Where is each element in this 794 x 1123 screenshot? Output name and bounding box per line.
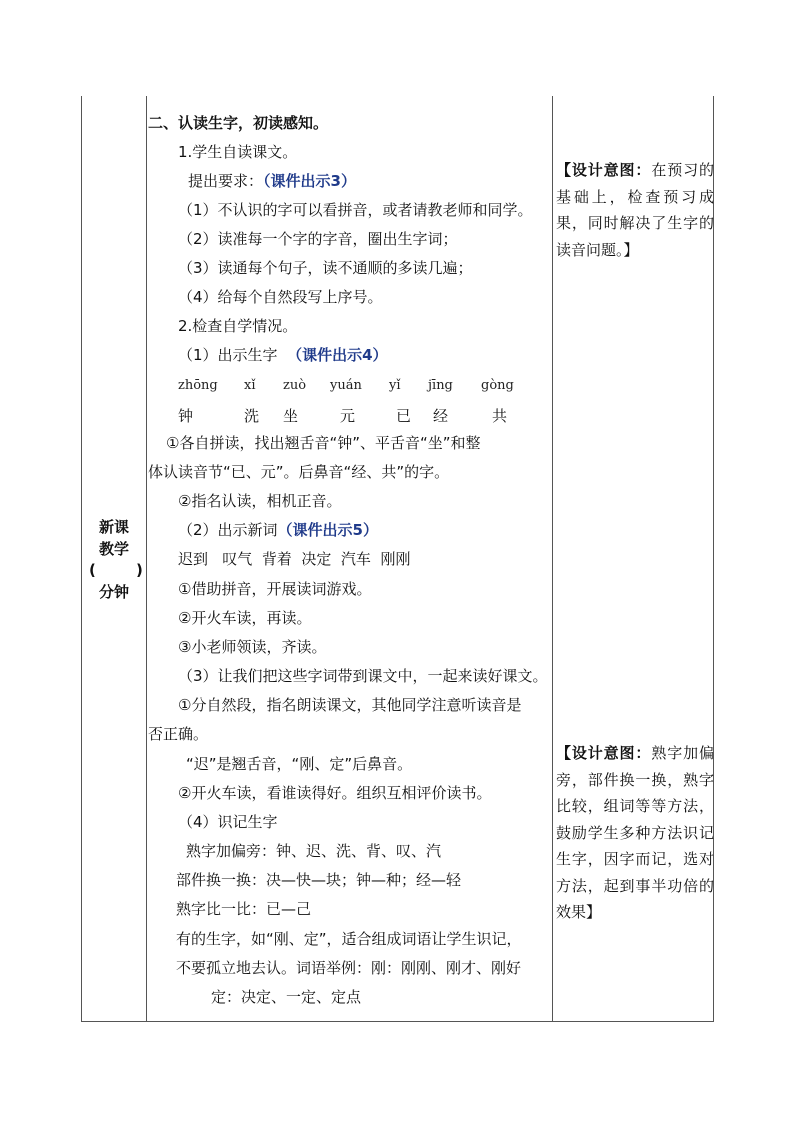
courseware-note-4: （课件出示4） (287, 346, 388, 364)
section-label-minutes: 分钟 (98, 583, 129, 601)
design-intent-label-1: 【设计意图： (556, 161, 652, 179)
courseware-note-5: （课件出示5） (277, 521, 378, 539)
section-heading: 二、认读生字，初读感知。 (148, 114, 329, 132)
line-memorize-heading: （4）识记生字 (178, 813, 278, 831)
line-self-read: 1.学生自读课文。 (178, 143, 298, 161)
char-zhong: 钟 (178, 407, 194, 425)
line-show-characters (178, 346, 388, 364)
char-gong: 共 (492, 407, 508, 425)
table-divider-2 (552, 96, 553, 1022)
line-paragraph-read-1: ①分自然段，指名朗读课文，其他同学注意听读音是 (178, 696, 522, 714)
table-bottom-border (81, 1021, 714, 1022)
line-words-1: 有的生字，如“刚、定”，适合组成词语让学生识记， (176, 930, 522, 948)
section-label-line1: 新课 (98, 518, 129, 536)
line-show-words (178, 521, 378, 539)
pinyin-yi: yǐ (389, 378, 401, 393)
pinyin-xi: xǐ (244, 378, 256, 393)
requirement-1: （1）不认识的字可以看拼音，或者请教老师和同学。 (178, 201, 533, 219)
design-intent-text-1: 在预习的基础上，检查预习成果，同时解决了生字的读音问题。】 (556, 161, 714, 259)
line-read-text: （3）让我们把这些字词带到课文中，一起来读好课文。 (178, 667, 548, 685)
requirement-4: （4）给每个自然段写上序号。 (178, 288, 383, 306)
requirements-label: 提出要求： (188, 172, 264, 190)
line-swap-parts: 部件换一换：决—快—块；钟—种；经—轻 (176, 871, 462, 889)
char-zuo: 坐 (283, 407, 299, 425)
line-words-3: 定：决定、一定、定点 (211, 988, 362, 1006)
line-spell-2: 体认读音节“已、元”。后鼻音“经、共”的字。 (148, 463, 450, 481)
design-intent-note-1 (556, 157, 714, 263)
line-little-teacher: ③小老师领读，齐读。 (178, 638, 327, 656)
line-words-2: 不要孤立地去认。词语举例：刚：刚刚、刚才、刚好 (176, 959, 522, 977)
line-requirements (188, 172, 356, 190)
char-jing: 经 (433, 407, 449, 425)
design-intent-label-2: 【设计意图： (556, 744, 652, 762)
line-train-read: ②开火车读，再读。 (178, 609, 312, 627)
line-compare: 熟字比一比：已—己 (176, 900, 312, 918)
design-intent-text-2: 熟字加偏旁，部件换一换，熟字比较，组词等等方法，鼓励学生多种方法识记生字，因字而记，选对方法，起到事半功倍的效果】 (556, 744, 714, 921)
courseware-note-3: （课件出示3） (263, 172, 356, 190)
pinyin-yuan: yuán (330, 378, 362, 393)
char-yuan: 元 (340, 407, 356, 425)
table-divider-1 (146, 96, 147, 1022)
line-train-evaluate: ②开火车读，看谁读得好。组织互相评价读书。 (178, 784, 492, 802)
paren-close: ) (136, 561, 143, 579)
line-word-list: 迟到 叹气 背着 决定 汽车 刚刚 (178, 550, 411, 568)
design-intent-note-2 (556, 740, 714, 926)
line-name-read: ②指名认读，相机正音。 (178, 492, 342, 510)
line-paragraph-read-2: 否正确。 (148, 725, 209, 743)
line-add-radical: 熟字加偏旁：钟、迟、洗、背、叹、汽 (186, 842, 442, 860)
section-label-line2: 教学 (98, 540, 129, 558)
pinyin-zuo: zuò (283, 378, 307, 393)
line-check-study: 2.检查自学情况。 (178, 317, 298, 335)
line-spell-1: ①各自拼读，找出翘舌音“钟”、平舌音“坐”和整 (166, 434, 481, 452)
requirement-2: （2）读准每一个字的字音，圈出生字词； (178, 230, 458, 248)
char-yi: 已 (396, 407, 412, 425)
pinyin-jing: jīng (428, 378, 453, 393)
line-word-game: ①借助拼音，开展读词游戏。 (178, 580, 372, 598)
paren-open: ( (89, 561, 96, 579)
show-words-label: （2）出示新词 (178, 521, 278, 539)
pinyin-gong: gòng (481, 378, 514, 393)
requirement-3: （3）读通每个句子，读不通顺的多读几遍； (178, 259, 473, 277)
pinyin-zhong: zhōng (178, 378, 218, 393)
char-xi: 洗 (244, 407, 260, 425)
line-pronunciation-note: “迟”是翘舌音，“刚、定”后鼻音。 (186, 755, 413, 773)
show-characters-label: （1）出示生字 (178, 346, 278, 364)
section-label (82, 516, 146, 560)
